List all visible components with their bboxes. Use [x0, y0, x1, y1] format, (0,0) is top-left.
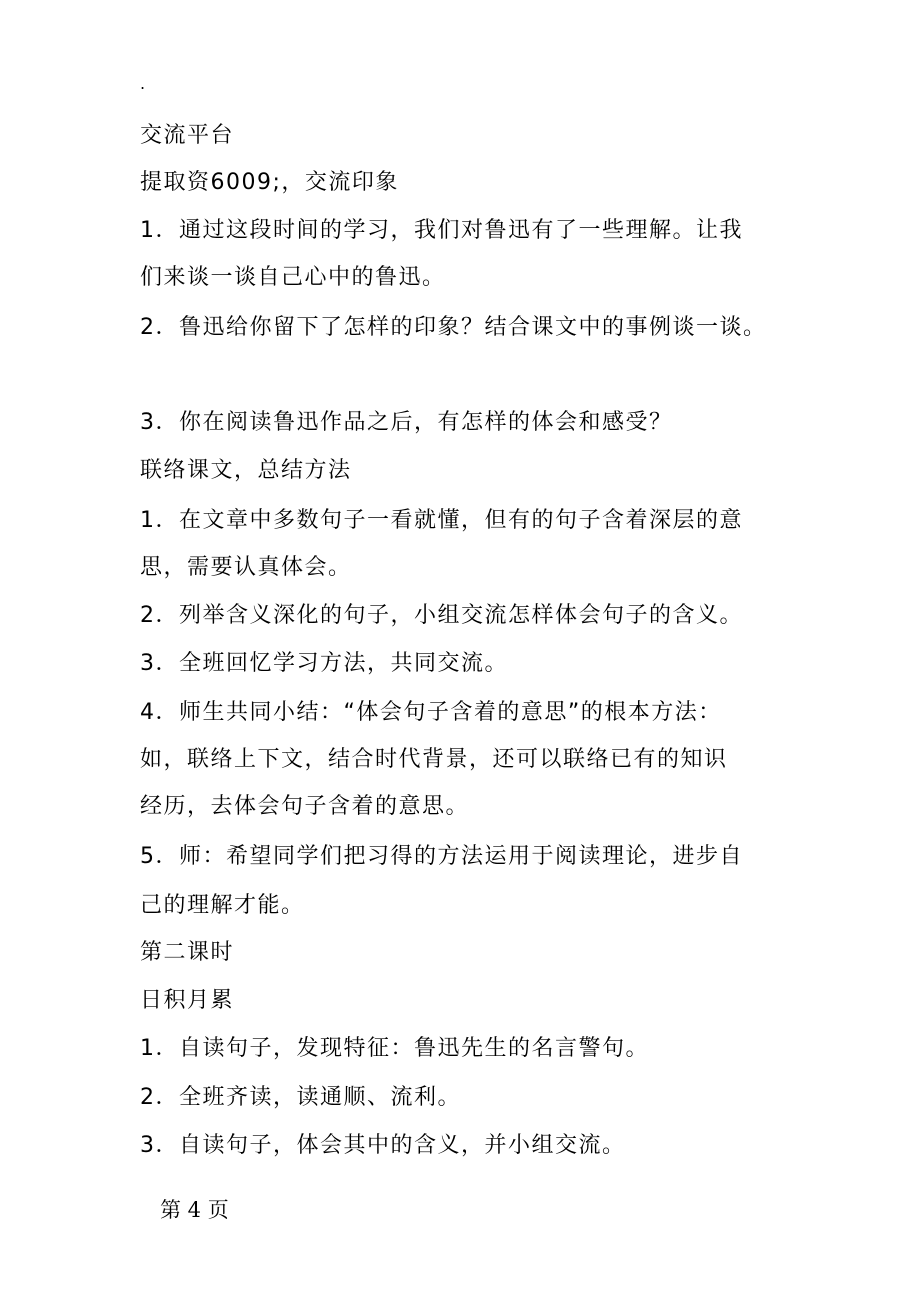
text-line: 经历，去体会句子含着的意思。: [140, 794, 470, 819]
text-line: 思，需要认真体会。: [140, 555, 352, 580]
text-line: 们来谈一谈自己心中的鲁迅。: [140, 265, 446, 290]
text-line: 1．在文章中多数句子一看就懂，但有的句子含着深层的意: [140, 508, 743, 533]
text-line: 1．通过这段时间的学习，我们对鲁迅有了一些理解。让我: [140, 218, 743, 243]
text-line: 2．鲁迅给你留下了怎样的印象？结合课文中的事例谈一谈。: [140, 315, 767, 340]
text-line: 5．师：希望同学们把习得的方法运用于阅读理论，进步自: [140, 844, 743, 869]
text-line: 2．列举含义深化的句子，小组交流怎样体会句子的含义。: [140, 603, 743, 628]
text-line: 如，联络上下文，结合时代背景，还可以联络已有的知识: [140, 747, 728, 772]
text-line: 联络课文，总结方法: [140, 458, 352, 483]
text-line: 2．全班齐读，读通顺、流利。: [140, 1085, 461, 1110]
text-line: 4．师生共同小结：“体会句子含着的意思”的根本方法：: [140, 700, 722, 725]
page-number: 第 4 页: [160, 1198, 229, 1222]
text-line: 1．自读句子，发现特征：鲁迅先生的名言警句。: [140, 1036, 649, 1061]
text-line: 3．你在阅读鲁迅作品之后，有怎样的体会和感受？: [140, 410, 673, 435]
text-line: 交流平台: [140, 123, 235, 148]
page-marker: .: [140, 74, 146, 93]
text-line: 己的理解才能。: [140, 893, 305, 918]
text-line: 3．自读句子，体会其中的含义，并小组交流。: [140, 1133, 626, 1158]
text-line: 提取资6009;，交流印象: [140, 170, 399, 195]
section-heading: 第二课时: [140, 940, 235, 965]
text-line: 日积月累: [140, 988, 235, 1013]
text-line: 3．全班回忆学习方法，共同交流。: [140, 651, 508, 676]
